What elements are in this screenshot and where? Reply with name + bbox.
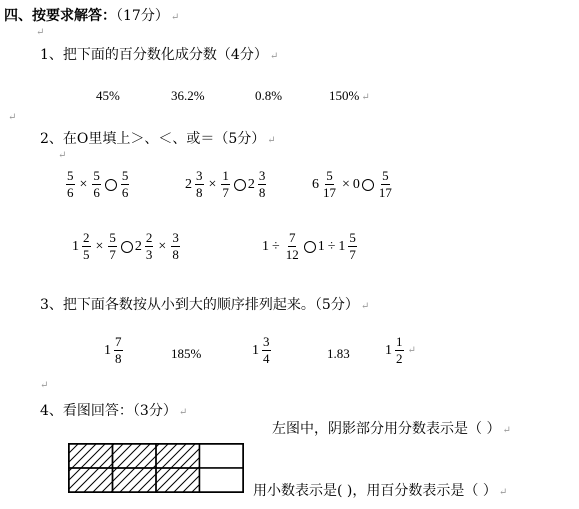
fraction: $\frac{5}{7}$ [349, 230, 356, 262]
q4-decimal-percent-prompt: 用小数表示是( )，用百分数表示是（ ） ↵ [253, 483, 508, 499]
shaded-cell [156, 444, 200, 468]
fraction: $\frac{3}{8}$ [258, 168, 266, 200]
fraction: $\frac{1}{2}$ [396, 334, 403, 366]
fraction: $\frac{5}{17}$ [323, 168, 336, 200]
fraction: $\frac{2}{3}$ [145, 230, 153, 262]
fraction: $\frac{3}{4}$ [263, 334, 270, 366]
fraction: $\frac{7}{8}$ [115, 334, 122, 366]
q3-number-4: 1.83 [327, 346, 350, 361]
fraction: $\frac{5}{6}$ [121, 168, 129, 200]
fraction: $\frac{3}{8}$ [196, 168, 203, 200]
q2-item-4: 1 $\frac{2}{5}$ × $\frac{5}{7}$ 2 $\frac{2}{3}$ × $\frac{3}{8}$ [72, 230, 179, 262]
fraction: $\frac{3}{8}$ [172, 230, 179, 262]
question-1-label: 1、把下面的百分数化成分数（4分） ↵ [40, 47, 279, 63]
fraction: $\frac{2}{5}$ [83, 230, 90, 262]
q3-number-5: 1 $\frac{1}{2}$ ↵ [385, 334, 416, 366]
q3-number-1: 1 $\frac{7}{8}$ [104, 334, 122, 366]
q3-number-3: 1 $\frac{3}{4}$ [252, 334, 270, 366]
paragraph-mark: ↵ [8, 112, 17, 123]
shaded-cell [113, 468, 157, 492]
fraction: $\frac{5}{6}$ [67, 168, 74, 200]
shaded-grid-svg [69, 444, 243, 492]
question-2-label: 2、在O里填上＞、＜、或＝（5分） ↵ [40, 131, 276, 147]
q1-value-4: 150% ↵ [329, 88, 370, 103]
shaded-cell [156, 468, 200, 492]
q2-item-3: 6 $\frac{5}{17}$ × 0 $\frac{5}{17}$ [312, 168, 392, 200]
q1-value-3: 0.8% [255, 88, 283, 103]
paragraph-mark: ↵ [36, 27, 45, 38]
fraction: $\frac{1}{7}$ [222, 168, 229, 200]
q2-item-1: $\frac{5}{6}$ × $\frac{5}{6}$ $\frac{5}{6}$ [67, 168, 129, 200]
shaded-grid-figure [68, 443, 244, 493]
paragraph-mark: ↵ [58, 150, 67, 161]
q1-value-2: 36.2% [171, 88, 205, 103]
shaded-cell [113, 444, 157, 468]
compare-circle[interactable] [362, 179, 374, 191]
compare-circle[interactable] [234, 179, 246, 191]
blank-cell [200, 468, 244, 492]
compare-circle[interactable] [105, 179, 117, 191]
compare-circle[interactable] [304, 241, 316, 253]
fraction: $\frac{7}{12}$ [285, 230, 299, 262]
q2-item-5: 1 ÷ $\frac{7}{12}$ 1 ÷ 1 $\frac{5}{7}$ [262, 230, 356, 262]
q3-number-2: 185% [171, 346, 202, 361]
question-4-label: 4、看图回答：（3分） ↵ [40, 403, 188, 419]
question-3-label: 3、把下面各数按从小到大的顺序排列起来。（5分） ↵ [40, 297, 370, 313]
paragraph-mark: ↵ [40, 380, 49, 391]
q4-fraction-prompt: 左图中，阴影部分用分数表示是（ ） ↵ [272, 421, 511, 437]
q2-item-2: 2 $\frac{3}{8}$ × $\frac{1}{7}$ 2 $\frac{3}{8}$ [185, 168, 266, 200]
q1-value-1: 45% [96, 88, 120, 103]
fraction: $\frac{5}{7}$ [109, 230, 116, 262]
fraction: $\frac{5}{6}$ [93, 168, 100, 200]
fraction: $\frac{5}{17}$ [378, 168, 392, 200]
compare-circle[interactable] [121, 241, 133, 253]
shaded-cell [69, 444, 113, 468]
section-title: 四、按要求解答：（17分） ↵ [4, 8, 180, 24]
shaded-cell [69, 468, 113, 492]
blank-cell [200, 444, 244, 468]
